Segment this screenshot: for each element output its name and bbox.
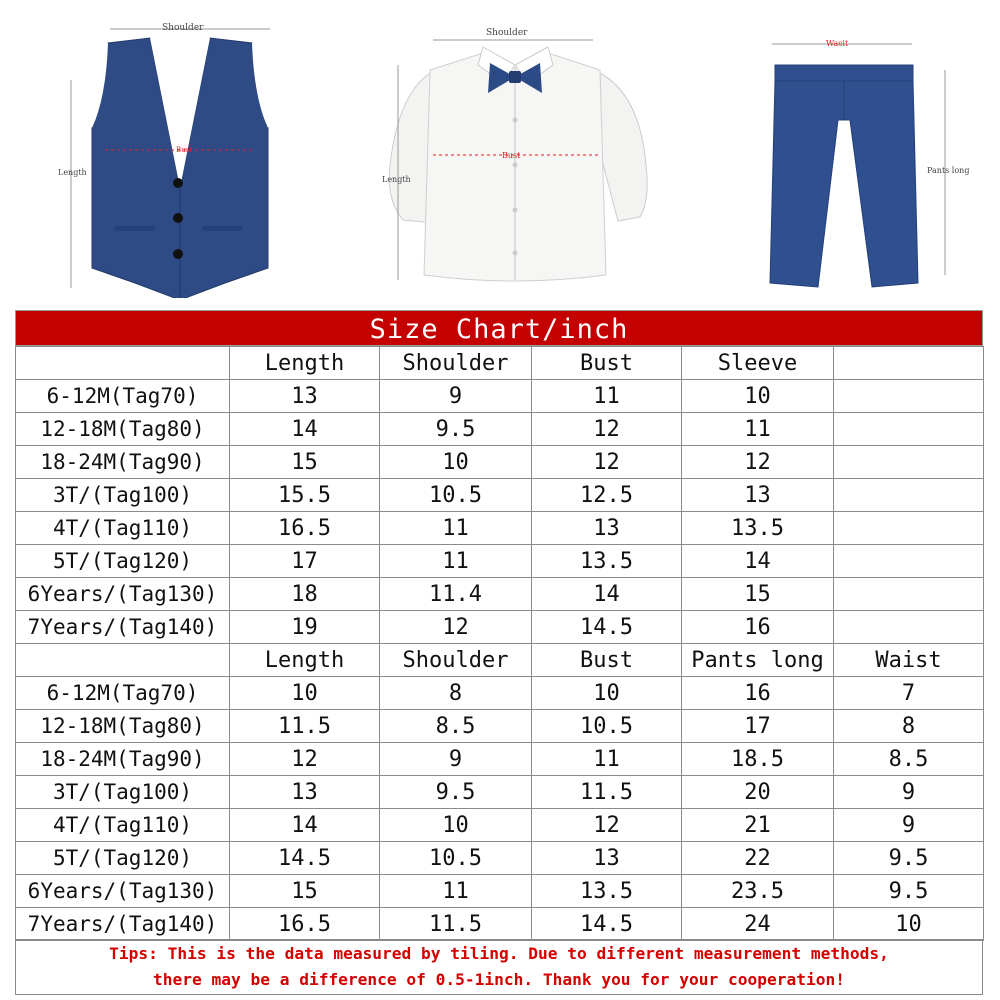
value-cell: 14	[230, 413, 380, 446]
value-cell: 16.5	[230, 512, 380, 545]
value-cell: 11.5	[532, 776, 682, 809]
value-cell: 10	[380, 809, 532, 842]
size-cell: 6Years/(Tag130)	[16, 875, 230, 908]
shirt-length-label: Length	[382, 175, 411, 184]
column-header: Pants long	[682, 644, 834, 677]
table-row	[16, 743, 984, 776]
vest-shoulder-label: Shoulder	[162, 23, 204, 33]
value-cell: 7	[834, 677, 984, 710]
value-cell: 10.5	[380, 479, 532, 512]
value-cell: 11	[380, 875, 532, 908]
value-cell: 13.5	[532, 875, 682, 908]
value-cell: 8.5	[834, 743, 984, 776]
shirt-image	[378, 25, 658, 290]
table-row	[16, 413, 984, 446]
table-row	[16, 809, 984, 842]
value-cell: 10.5	[380, 842, 532, 875]
value-cell: 13	[532, 842, 682, 875]
pants-image	[760, 35, 980, 295]
size-table	[15, 346, 984, 941]
shirt-vest-table-body	[16, 347, 984, 644]
size-cell: 7Years/(Tag140)	[16, 611, 230, 644]
column-header: Bust	[532, 347, 682, 380]
value-cell: 12	[230, 743, 380, 776]
value-cell: 14.5	[230, 842, 380, 875]
size-cell: 3T/(Tag100)	[16, 479, 230, 512]
value-cell: 10	[834, 908, 984, 941]
value-cell: 8	[380, 677, 532, 710]
pants-long-label: Pants long	[927, 166, 970, 175]
size-cell: 18-24M(Tag90)	[16, 446, 230, 479]
size-cell: 12-18M(Tag80)	[16, 710, 230, 743]
value-cell: 11	[380, 512, 532, 545]
value-cell: 15.5	[230, 479, 380, 512]
value-cell: 13	[532, 512, 682, 545]
value-cell: 14.5	[532, 908, 682, 941]
value-cell: 8	[834, 710, 984, 743]
value-cell	[834, 413, 984, 446]
value-cell: 11.5	[380, 908, 532, 941]
value-cell: 9	[834, 776, 984, 809]
value-cell: 14.5	[532, 611, 682, 644]
value-cell: 10.5	[532, 710, 682, 743]
value-cell: 13.5	[682, 512, 834, 545]
size-cell: 3T/(Tag100)	[16, 776, 230, 809]
shirt-bust-label: Bust	[502, 151, 521, 160]
column-header: Waist	[834, 644, 984, 677]
value-cell: 15	[230, 446, 380, 479]
table-row	[16, 875, 984, 908]
value-cell: 13	[230, 776, 380, 809]
tips-note	[15, 939, 983, 995]
value-cell: 18.5	[682, 743, 834, 776]
value-cell: 10	[230, 677, 380, 710]
size-cell: 12-18M(Tag80)	[16, 413, 230, 446]
tips-line-1: Tips: This is the data measured by tiling. Due to different measurement methods,	[109, 944, 889, 963]
value-cell: 22	[682, 842, 834, 875]
size-cell: 4T/(Tag110)	[16, 512, 230, 545]
column-header: Shoulder	[380, 644, 532, 677]
value-cell	[834, 545, 984, 578]
table-row	[16, 908, 984, 941]
value-cell: 11	[682, 413, 834, 446]
table-header-row	[16, 644, 984, 677]
value-cell: 17	[230, 545, 380, 578]
tips-line-2: there may be a difference of 0.5-1inch. Thank you for your cooperation!	[153, 970, 845, 989]
value-cell: 14	[230, 809, 380, 842]
vest-button	[173, 213, 183, 223]
table-row	[16, 578, 984, 611]
shirt-shoulder-label: Shoulder	[486, 28, 528, 38]
value-cell: 14	[682, 545, 834, 578]
table-row	[16, 776, 984, 809]
value-cell: 23.5	[682, 875, 834, 908]
size-cell: 5T/(Tag120)	[16, 842, 230, 875]
value-cell: 10	[380, 446, 532, 479]
column-header	[834, 347, 984, 380]
value-cell	[834, 479, 984, 512]
size-cell: 5T/(Tag120)	[16, 545, 230, 578]
value-cell: 16	[682, 677, 834, 710]
table-row	[16, 611, 984, 644]
vest-length-label: Length	[58, 168, 87, 177]
value-cell: 21	[682, 809, 834, 842]
value-cell: 12	[532, 413, 682, 446]
vest-button	[173, 249, 183, 259]
size-cell: 6-12M(Tag70)	[16, 380, 230, 413]
table-row	[16, 512, 984, 545]
value-cell: 9	[380, 380, 532, 413]
pants-table-body	[16, 644, 984, 941]
value-cell	[834, 512, 984, 545]
size-cell: 6-12M(Tag70)	[16, 677, 230, 710]
column-header: Length	[230, 347, 380, 380]
vest-pocket	[115, 226, 155, 231]
value-cell: 13	[682, 479, 834, 512]
value-cell: 12.5	[532, 479, 682, 512]
size-cell: 6Years/(Tag130)	[16, 578, 230, 611]
value-cell: 8.5	[380, 710, 532, 743]
column-header	[16, 644, 230, 677]
value-cell: 12	[532, 809, 682, 842]
value-cell: 18	[230, 578, 380, 611]
value-cell: 17	[682, 710, 834, 743]
table-row	[16, 479, 984, 512]
pants-waist-label: Wasit	[826, 39, 849, 48]
size-cell: 7Years/(Tag140)	[16, 908, 230, 941]
value-cell: 9.5	[380, 776, 532, 809]
value-cell: 15	[682, 578, 834, 611]
table-row	[16, 842, 984, 875]
value-cell: 12	[532, 446, 682, 479]
value-cell: 9	[834, 809, 984, 842]
column-header: Bust	[532, 644, 682, 677]
value-cell: 13.5	[532, 545, 682, 578]
table-row	[16, 677, 984, 710]
pants-illustration	[760, 35, 980, 295]
value-cell: 10	[682, 380, 834, 413]
value-cell	[834, 611, 984, 644]
value-cell: 11	[380, 545, 532, 578]
value-cell: 11	[532, 743, 682, 776]
value-cell: 24	[682, 908, 834, 941]
value-cell: 12	[380, 611, 532, 644]
size-cell: 4T/(Tag110)	[16, 809, 230, 842]
value-cell: 11.4	[380, 578, 532, 611]
value-cell: 20	[682, 776, 834, 809]
value-cell	[834, 380, 984, 413]
pants-waistband	[775, 65, 913, 81]
column-header	[16, 347, 230, 380]
value-cell	[834, 446, 984, 479]
column-header: Sleeve	[682, 347, 834, 380]
table-row	[16, 380, 984, 413]
vest-bust-label: Bust	[176, 146, 193, 154]
size-chart	[15, 310, 983, 941]
table-header-row	[16, 347, 984, 380]
value-cell: 12	[682, 446, 834, 479]
column-header: Shoulder	[380, 347, 532, 380]
table-row	[16, 446, 984, 479]
value-cell: 9	[380, 743, 532, 776]
shirt-right-sleeve	[598, 73, 647, 221]
value-cell: 14	[532, 578, 682, 611]
value-cell	[834, 578, 984, 611]
value-cell: 11	[532, 380, 682, 413]
value-cell: 19	[230, 611, 380, 644]
table-row	[16, 545, 984, 578]
value-cell: 9.5	[380, 413, 532, 446]
vest-illustration	[50, 18, 310, 298]
value-cell: 16	[682, 611, 834, 644]
vest-image	[50, 18, 310, 298]
value-cell: 13	[230, 380, 380, 413]
vest-button	[173, 178, 183, 188]
column-header: Length	[230, 644, 380, 677]
value-cell: 15	[230, 875, 380, 908]
value-cell: 10	[532, 677, 682, 710]
size-chart-title: Size Chart/inch	[15, 310, 983, 346]
value-cell: 11.5	[230, 710, 380, 743]
value-cell: 9.5	[834, 842, 984, 875]
table-row	[16, 710, 984, 743]
size-cell: 18-24M(Tag90)	[16, 743, 230, 776]
vest-pocket	[202, 226, 242, 231]
value-cell: 9.5	[834, 875, 984, 908]
value-cell: 16.5	[230, 908, 380, 941]
